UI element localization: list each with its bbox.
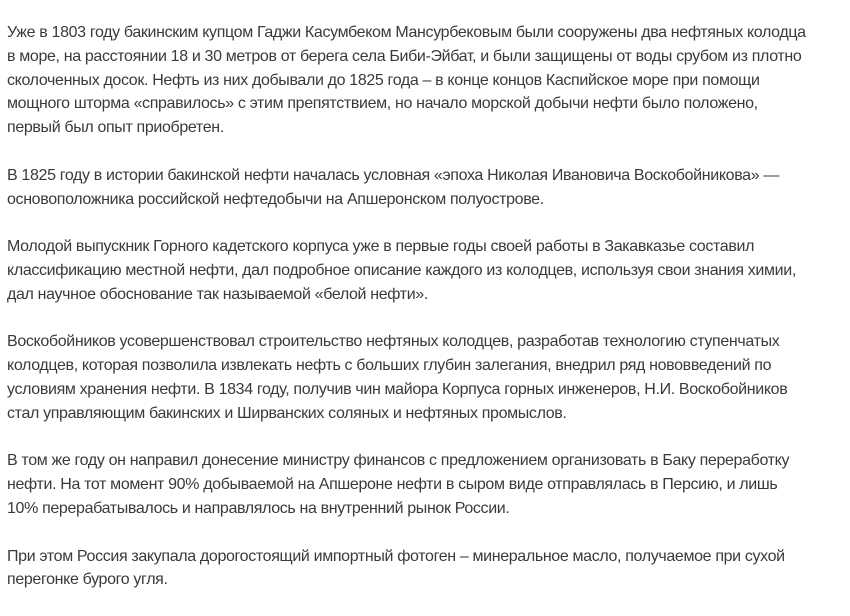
text-line: Уже в 1803 году бакинским купцом Гаджи Касумбеком Мансурбековым были сооружены два нефтяных колодца (7, 24, 806, 41)
paragraph (7, 330, 850, 425)
paragraph (7, 235, 850, 306)
text-line: в море, на расстоянии 18 и 30 метров от берега села Биби-Эйбат, и были защищены от воды срубом из плотно (7, 47, 802, 65)
text-line: стал управляющим бакинских и Ширванских соляных и нефтяных промыслов. (7, 404, 567, 422)
paragraph (7, 545, 850, 593)
text-line: В том же году он направил донесение министру финансов с предложением организовать в Баку переработку (7, 452, 790, 470)
paragraph (7, 21, 850, 140)
text-line: основоположника российской нефтедобычи на Апшеронском полуострове. (7, 190, 544, 208)
text-line: Молодой выпускник Горного кадетского корпуса уже в первые годы своей работы в Закавказье составил (7, 238, 755, 256)
article-body (7, 21, 850, 616)
text-line: сколоченных досок. Нефть из них добывали до 1825 года – в конце концов Каспийское море при помощи (7, 71, 760, 89)
text-line: В 1825 году в истории бакинской нефти началась условная «эпоха Николая Ивановича Воскобойникова» — (7, 166, 780, 184)
text-line: колодцев, которая позволила извлекать нефть с больших глубин залегания, внедрил ряд нововведений по (7, 357, 772, 375)
text-line: нефти. На тот момент 90% добываемой на Апшероне нефти в сыром виде отправлялась в Персию, и лишь (7, 476, 778, 494)
text-line: 10% перерабатывалось и направлялось на внутренний рынок России. (7, 499, 510, 517)
text-line: условиям хранения нефти. В 1834 году, получив чин майора Корпуса горных инженеров, Н.И. Воскобойников (7, 380, 788, 398)
paragraph (7, 449, 850, 520)
paragraph (7, 164, 850, 212)
text-line: первый был опыт приобретен. (7, 119, 224, 137)
text-line: мощного шторма «справилось» с этим препятствием, но начало морской добычи нефти было положено, (7, 95, 758, 113)
text-line: дал научное обоснование так называемой «белой нефти». (7, 285, 428, 303)
text-line: Воскобойников усовершенствовал строительство нефтяных колодцев, разработав технологию ступенчатых (7, 333, 780, 351)
text-line: При этом Россия закупала дорогостоящий импортный фотоген – минеральное масло, получаемое при сухой (7, 547, 785, 565)
text-line: классификацию местной нефти, дал подробное описание каждого из колодцев, используя свои знания химии, (7, 261, 796, 279)
text-line: перегонке бурого угля. (7, 571, 168, 589)
